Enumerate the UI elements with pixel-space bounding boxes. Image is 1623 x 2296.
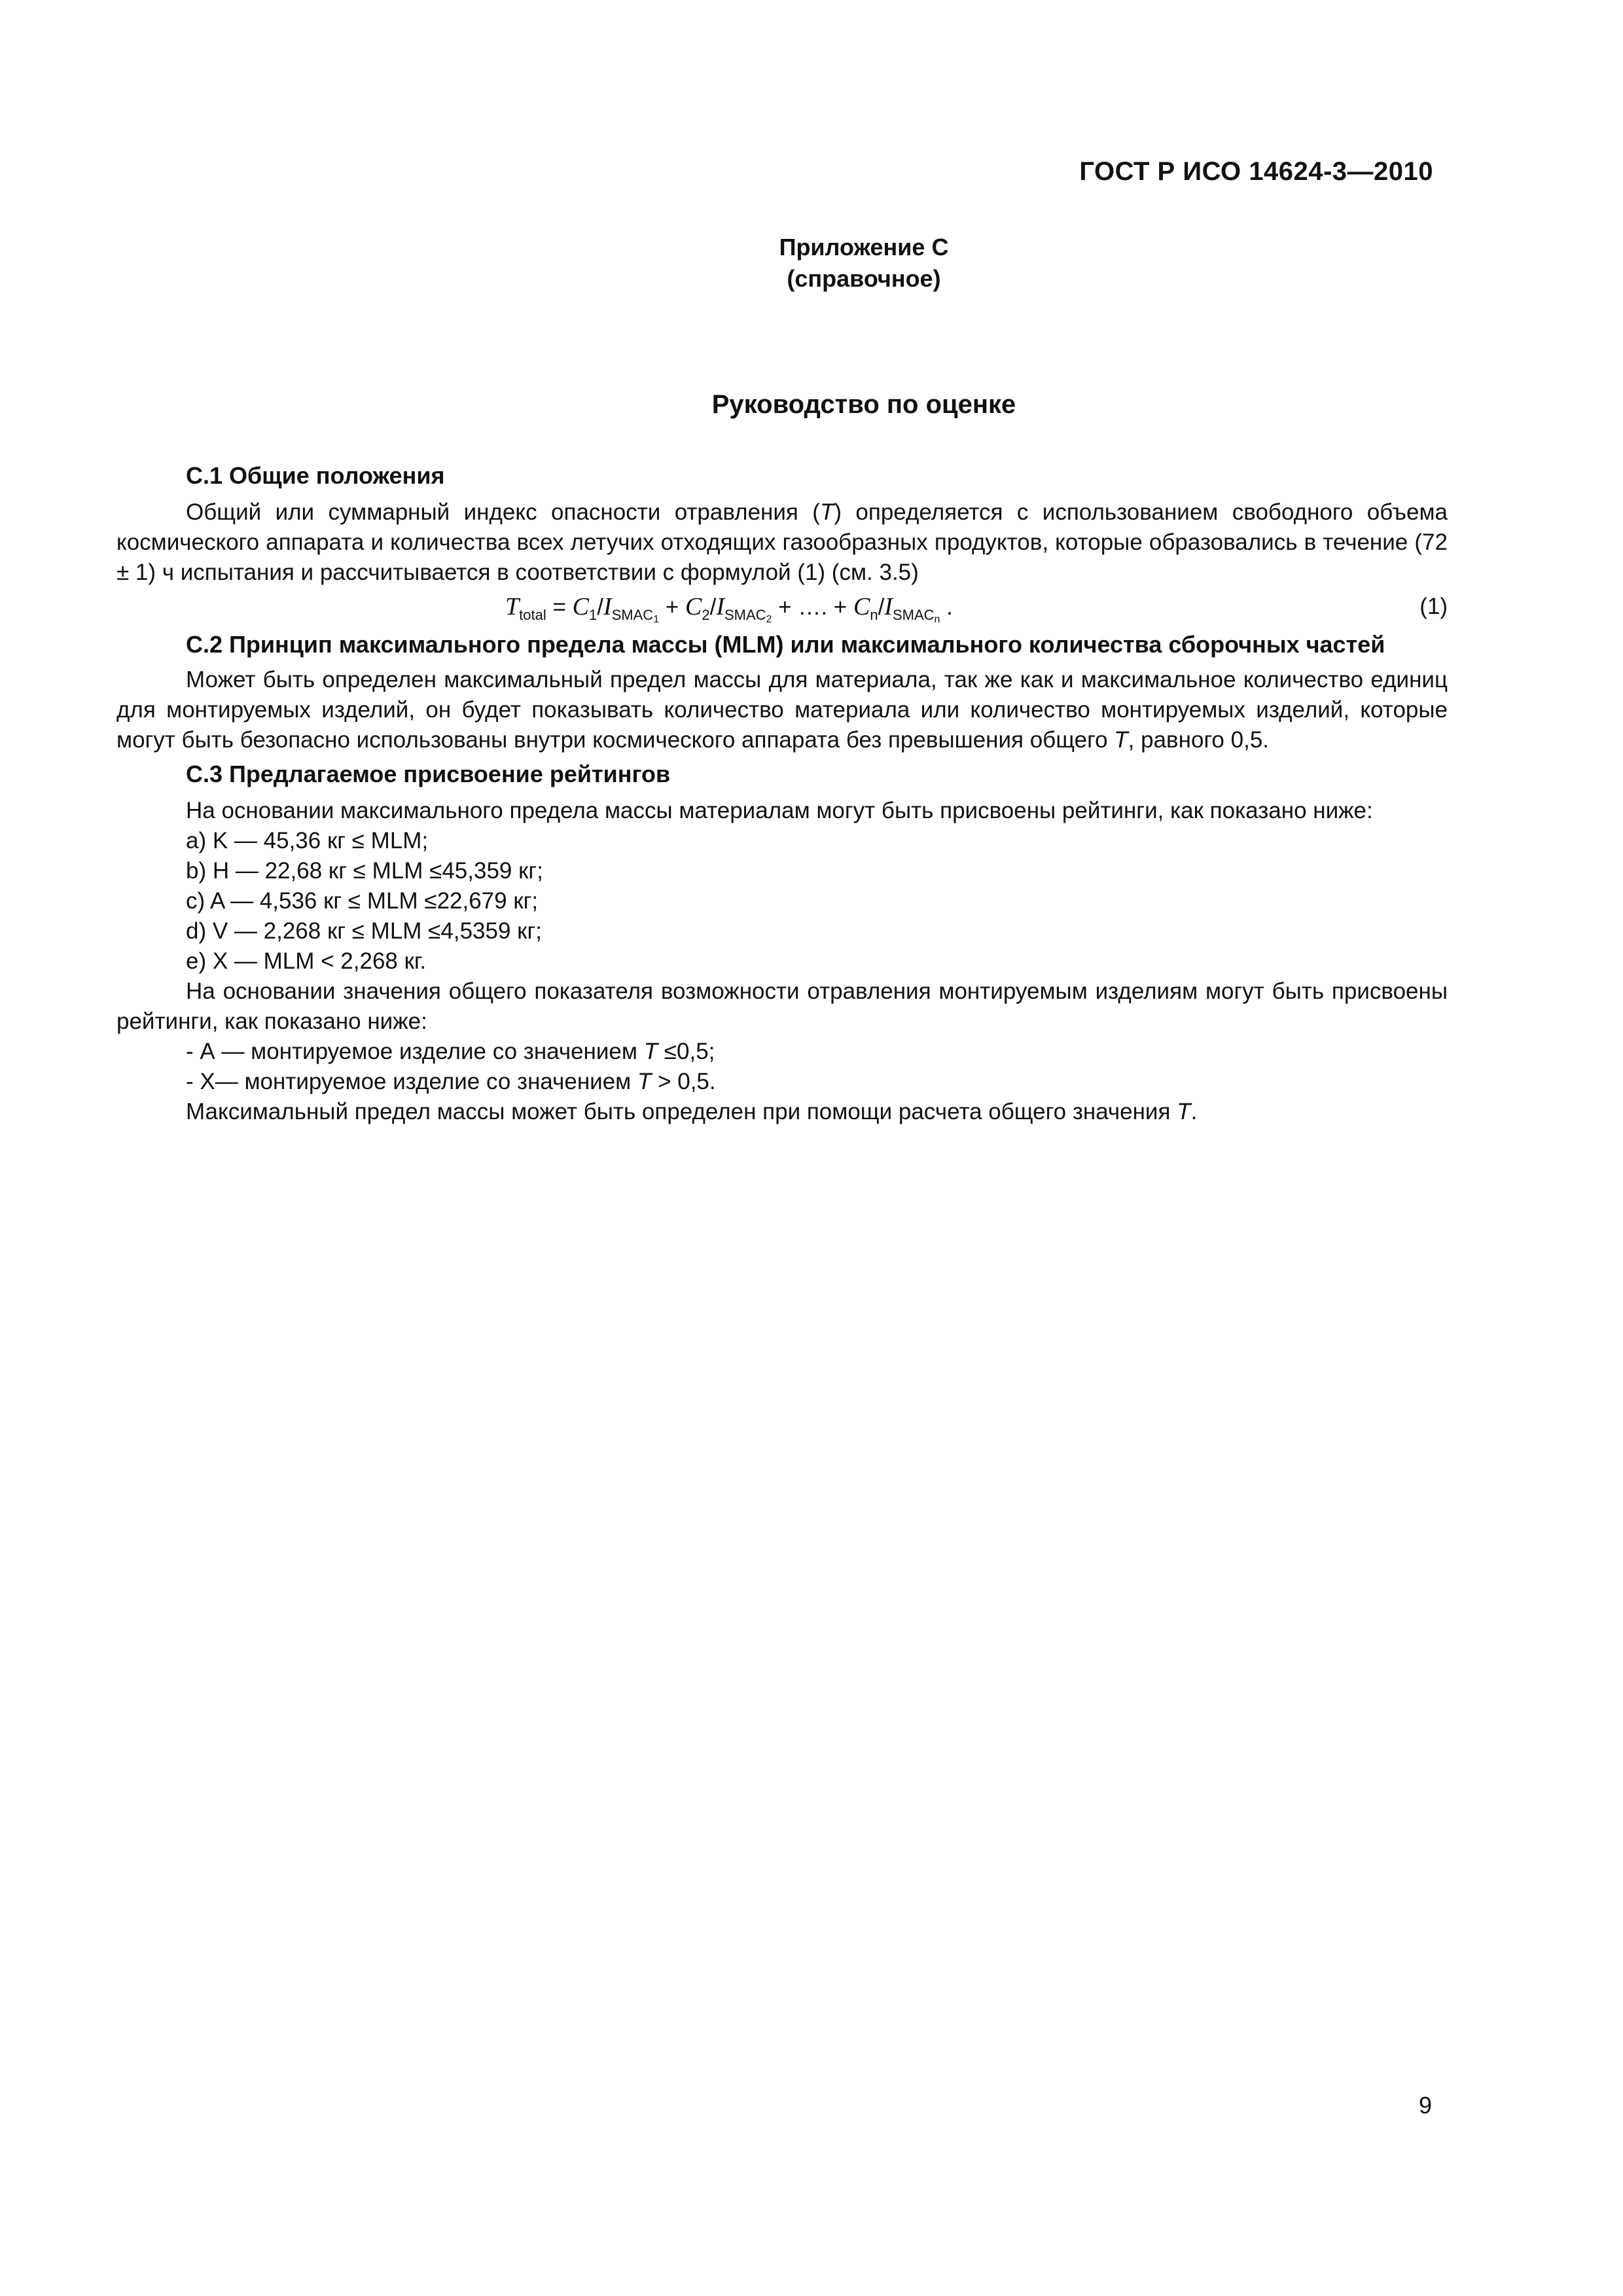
document-body [116, 461, 1448, 1127]
section-c3-final: Максимальный предел массы может быть определен при помощи расчета общего значения T. [186, 1099, 1198, 1124]
annex-type: (справочное) [787, 265, 941, 292]
formula-row [116, 589, 1448, 626]
section-c2-paragraph: Может быть определен максимальный предел массы для материала, так же как и максимальное количество единиц для монтируемых изделий, он будет показывать количество материала или количество монтируемых изделий, которые могут быть безопасно использованы внутри космического аппарата без превышения общего T, равного 0,5. [116, 667, 1448, 753]
list-item: a) K — 45,36 кг ≤ MLM; [186, 828, 429, 853]
formula-1: $T_{total} = C_1/I_{SMAC_1} + C_2/I_{SMAC_2}$ + …. + $C_n/I_{SMAC_n}$ . [505, 593, 953, 625]
annex-heading [0, 232, 1623, 295]
list-item: d) V — 2,268 кг ≤ MLM ≤4,5359 кг; [186, 918, 542, 944]
dash-item-a: - А — монтируемое изделие со значением T ≤0,5; [186, 1039, 715, 1064]
page-title: Руководство по оценке [711, 390, 1016, 419]
rating-list [116, 826, 1448, 977]
section-c3-heading: С.3 Предлагаемое присвоение рейтингов [186, 761, 671, 787]
section-c3-intro: На основании максимального предела массы материалам могут быть присвоены рейтинги, как показано ниже: [186, 798, 1373, 823]
page-number: 9 [1418, 2092, 1432, 2119]
section-c1-heading: С.1 Общие положения [186, 462, 445, 489]
section-c2-heading: С.2 Принцип максимального предела массы (MLM) или максимального количества сборочных частей [186, 631, 1385, 658]
section-c1-paragraph: Общий или суммарный индекс опасности отравления (T) определяется с использованием свободного объема космического аппарата и количества всех летучих отходящих газообразных продуктов, которые образовались в течение (72 ± 1) ч испытания и рассчитывается в соответствии с формулой (1) (см. 3.5) [116, 499, 1448, 585]
annex-label: Приложение С [779, 234, 949, 260]
document-code: ГОСТ Р ИСО 14624-3—2010 [1079, 157, 1433, 186]
formula-number: (1) [1419, 594, 1448, 619]
list-item: e) X — MLM < 2,268 кг. [186, 948, 427, 974]
dash-item-x: - Х— монтируемое изделие со значением T > 0,5. [186, 1069, 716, 1094]
list-item: c) A — 4,536 кг ≤ MLM ≤22,679 кг; [186, 888, 539, 914]
list-item: b) H — 22,68 кг ≤ MLM ≤45,359 кг; [186, 858, 543, 884]
section-c3-paragraph-2: На основании значения общего показателя возможности отравления монтируемым изделиям могут быть присвоены рейтинги, как показано ниже: [116, 978, 1448, 1034]
